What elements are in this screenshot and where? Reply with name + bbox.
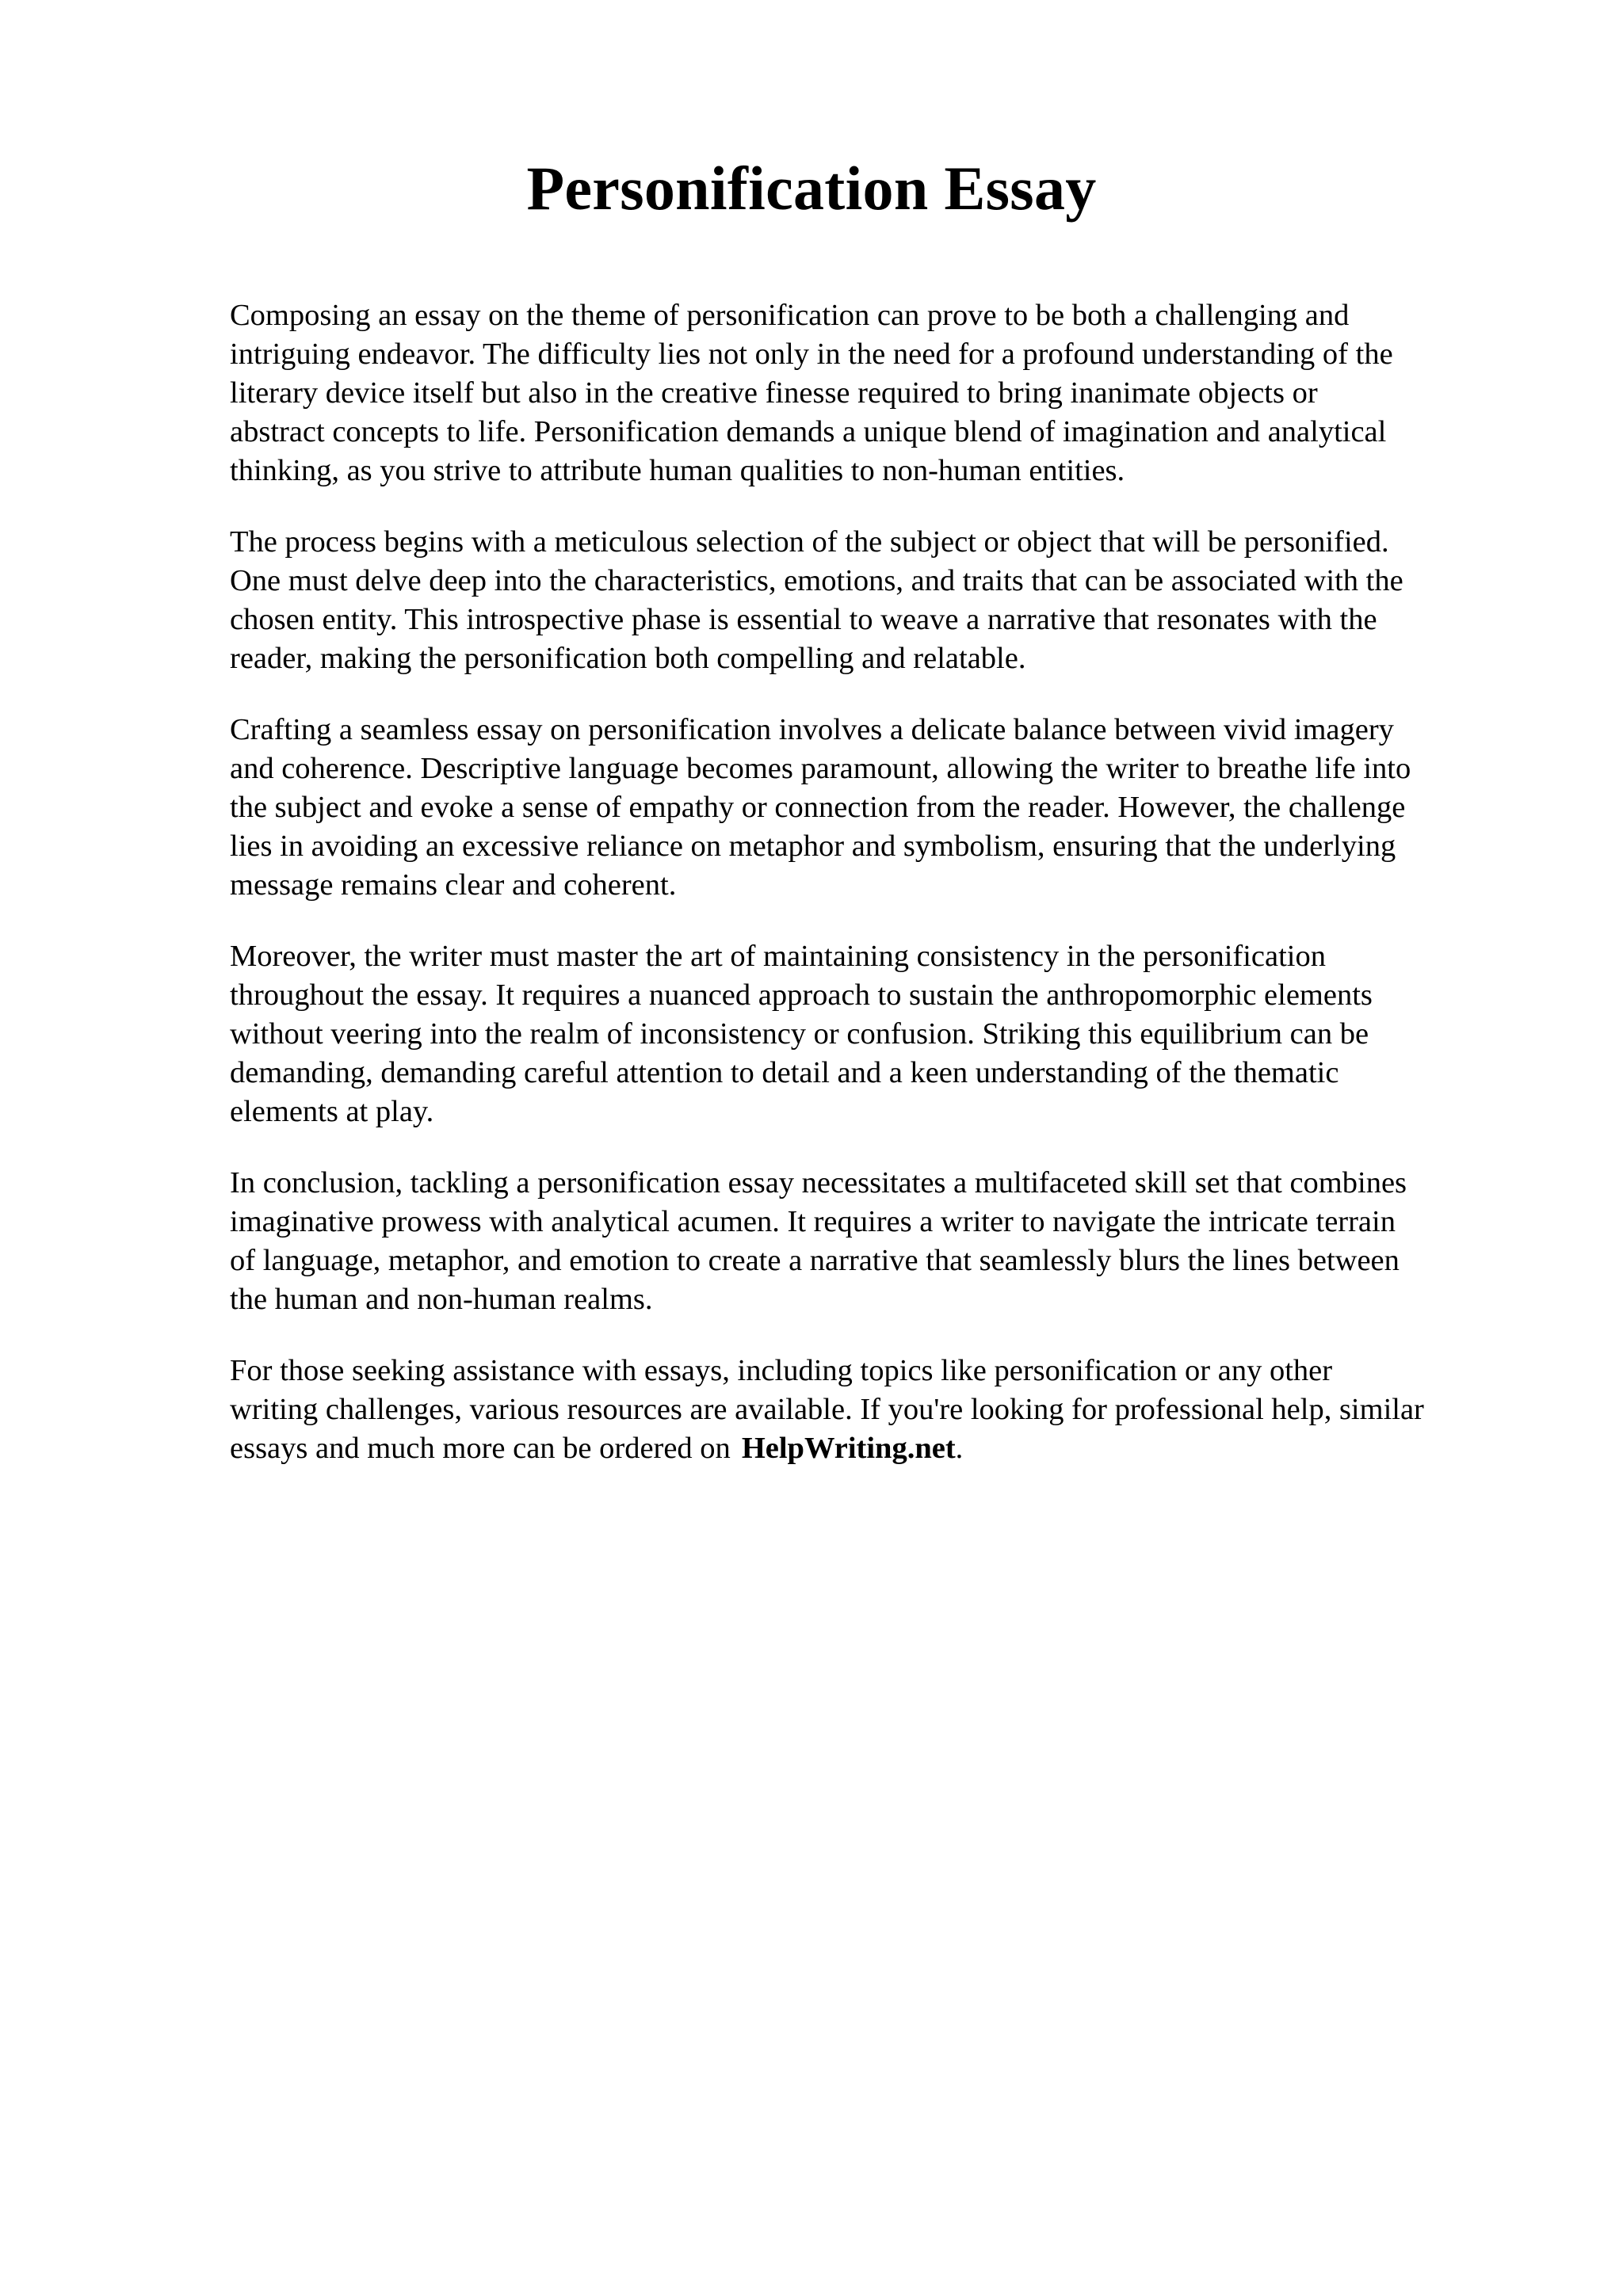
paragraph-2 (230, 523, 1529, 678)
paragraph-line: Moreover, the writer must master the art of maintaining consistency in the personification (230, 940, 1326, 973)
paragraph-line: message remains clear and coherent. (230, 868, 677, 902)
closing-suffix: . (955, 1432, 964, 1465)
paragraph-line: imaginative prowess with analytical acumen. It requires a writer to navigate the intricate terrain (230, 1205, 1396, 1238)
essay-body (230, 296, 1529, 1501)
paragraph-5 (230, 1164, 1529, 1319)
document-title: Personification Essay (526, 154, 1097, 223)
paragraph-line: lies in avoiding an excessive reliance on metaphor and symbolism, ensuring that the underlying (230, 830, 1396, 863)
paragraph-line: The process begins with a meticulous selection of the subject or object that will be personified. (230, 525, 1389, 559)
paragraph-line: of language, metaphor, and emotion to create a narrative that seamlessly blurs the lines between (230, 1244, 1400, 1277)
paragraph-line: reader, making the personification both compelling and relatable. (230, 642, 1026, 675)
paragraph-line: throughout the essay. It requires a nuanced approach to sustain the anthropomorphic elements (230, 978, 1373, 1012)
paragraph-1 (230, 296, 1529, 490)
closing-paragraph (230, 1352, 1529, 1468)
brand-name: HelpWriting.net (741, 1432, 956, 1465)
paragraph-line: literary device itself but also in the creative finesse required to bring inanimate objects or (230, 376, 1318, 410)
paragraph-4 (230, 937, 1529, 1131)
paragraph-line: chosen entity. This introspective phase is essential to weave a narrative that resonates with the (230, 603, 1377, 636)
paragraph-line: elements at play. (230, 1095, 434, 1128)
paragraph-line: demanding, demanding careful attention to detail and a keen understanding of the thematic (230, 1056, 1339, 1089)
paragraph-line: and coherence. Descriptive language becomes paramount, allowing the writer to breathe life into (230, 752, 1411, 785)
paragraph-line: In conclusion, tackling a personification essay necessitates a multifaceted skill set that combines (230, 1166, 1407, 1199)
paragraph-line: One must delve deep into the characteristics, emotions, and traits that can be associated with the (230, 564, 1403, 597)
paragraph-line: abstract concepts to life. Personification demands a unique blend of imagination and analytical (230, 415, 1387, 448)
paragraph-line: Composing an essay on the theme of personification can prove to be both a challenging and (230, 299, 1350, 332)
closing-prefix: essays and much more can be ordered on (230, 1432, 731, 1465)
paragraph-line: without veering into the realm of inconsistency or confusion. Striking this equilibrium can be (230, 1017, 1369, 1051)
paragraph-line: Crafting a seamless essay on personification involves a delicate balance between vivid imagery (230, 713, 1394, 746)
paragraph-line: thinking, as you strive to attribute human qualities to non-human entities. (230, 454, 1125, 487)
paragraph-3 (230, 711, 1529, 905)
paragraph-line: the subject and evoke a sense of empathy or connection from the reader. However, the challenge (230, 791, 1406, 824)
closing-last-line (230, 1429, 1529, 1468)
paragraph-line: the human and non-human realms. (230, 1283, 653, 1316)
paragraph-line: For those seeking assistance with essays, including topics like personification or any other (230, 1354, 1333, 1387)
paragraph-line: intriguing endeavor. The difficulty lies not only in the need for a profound understanding of the (230, 338, 1393, 371)
paragraph-line: writing challenges, various resources are available. If you're looking for professional help, similar (230, 1393, 1424, 1426)
